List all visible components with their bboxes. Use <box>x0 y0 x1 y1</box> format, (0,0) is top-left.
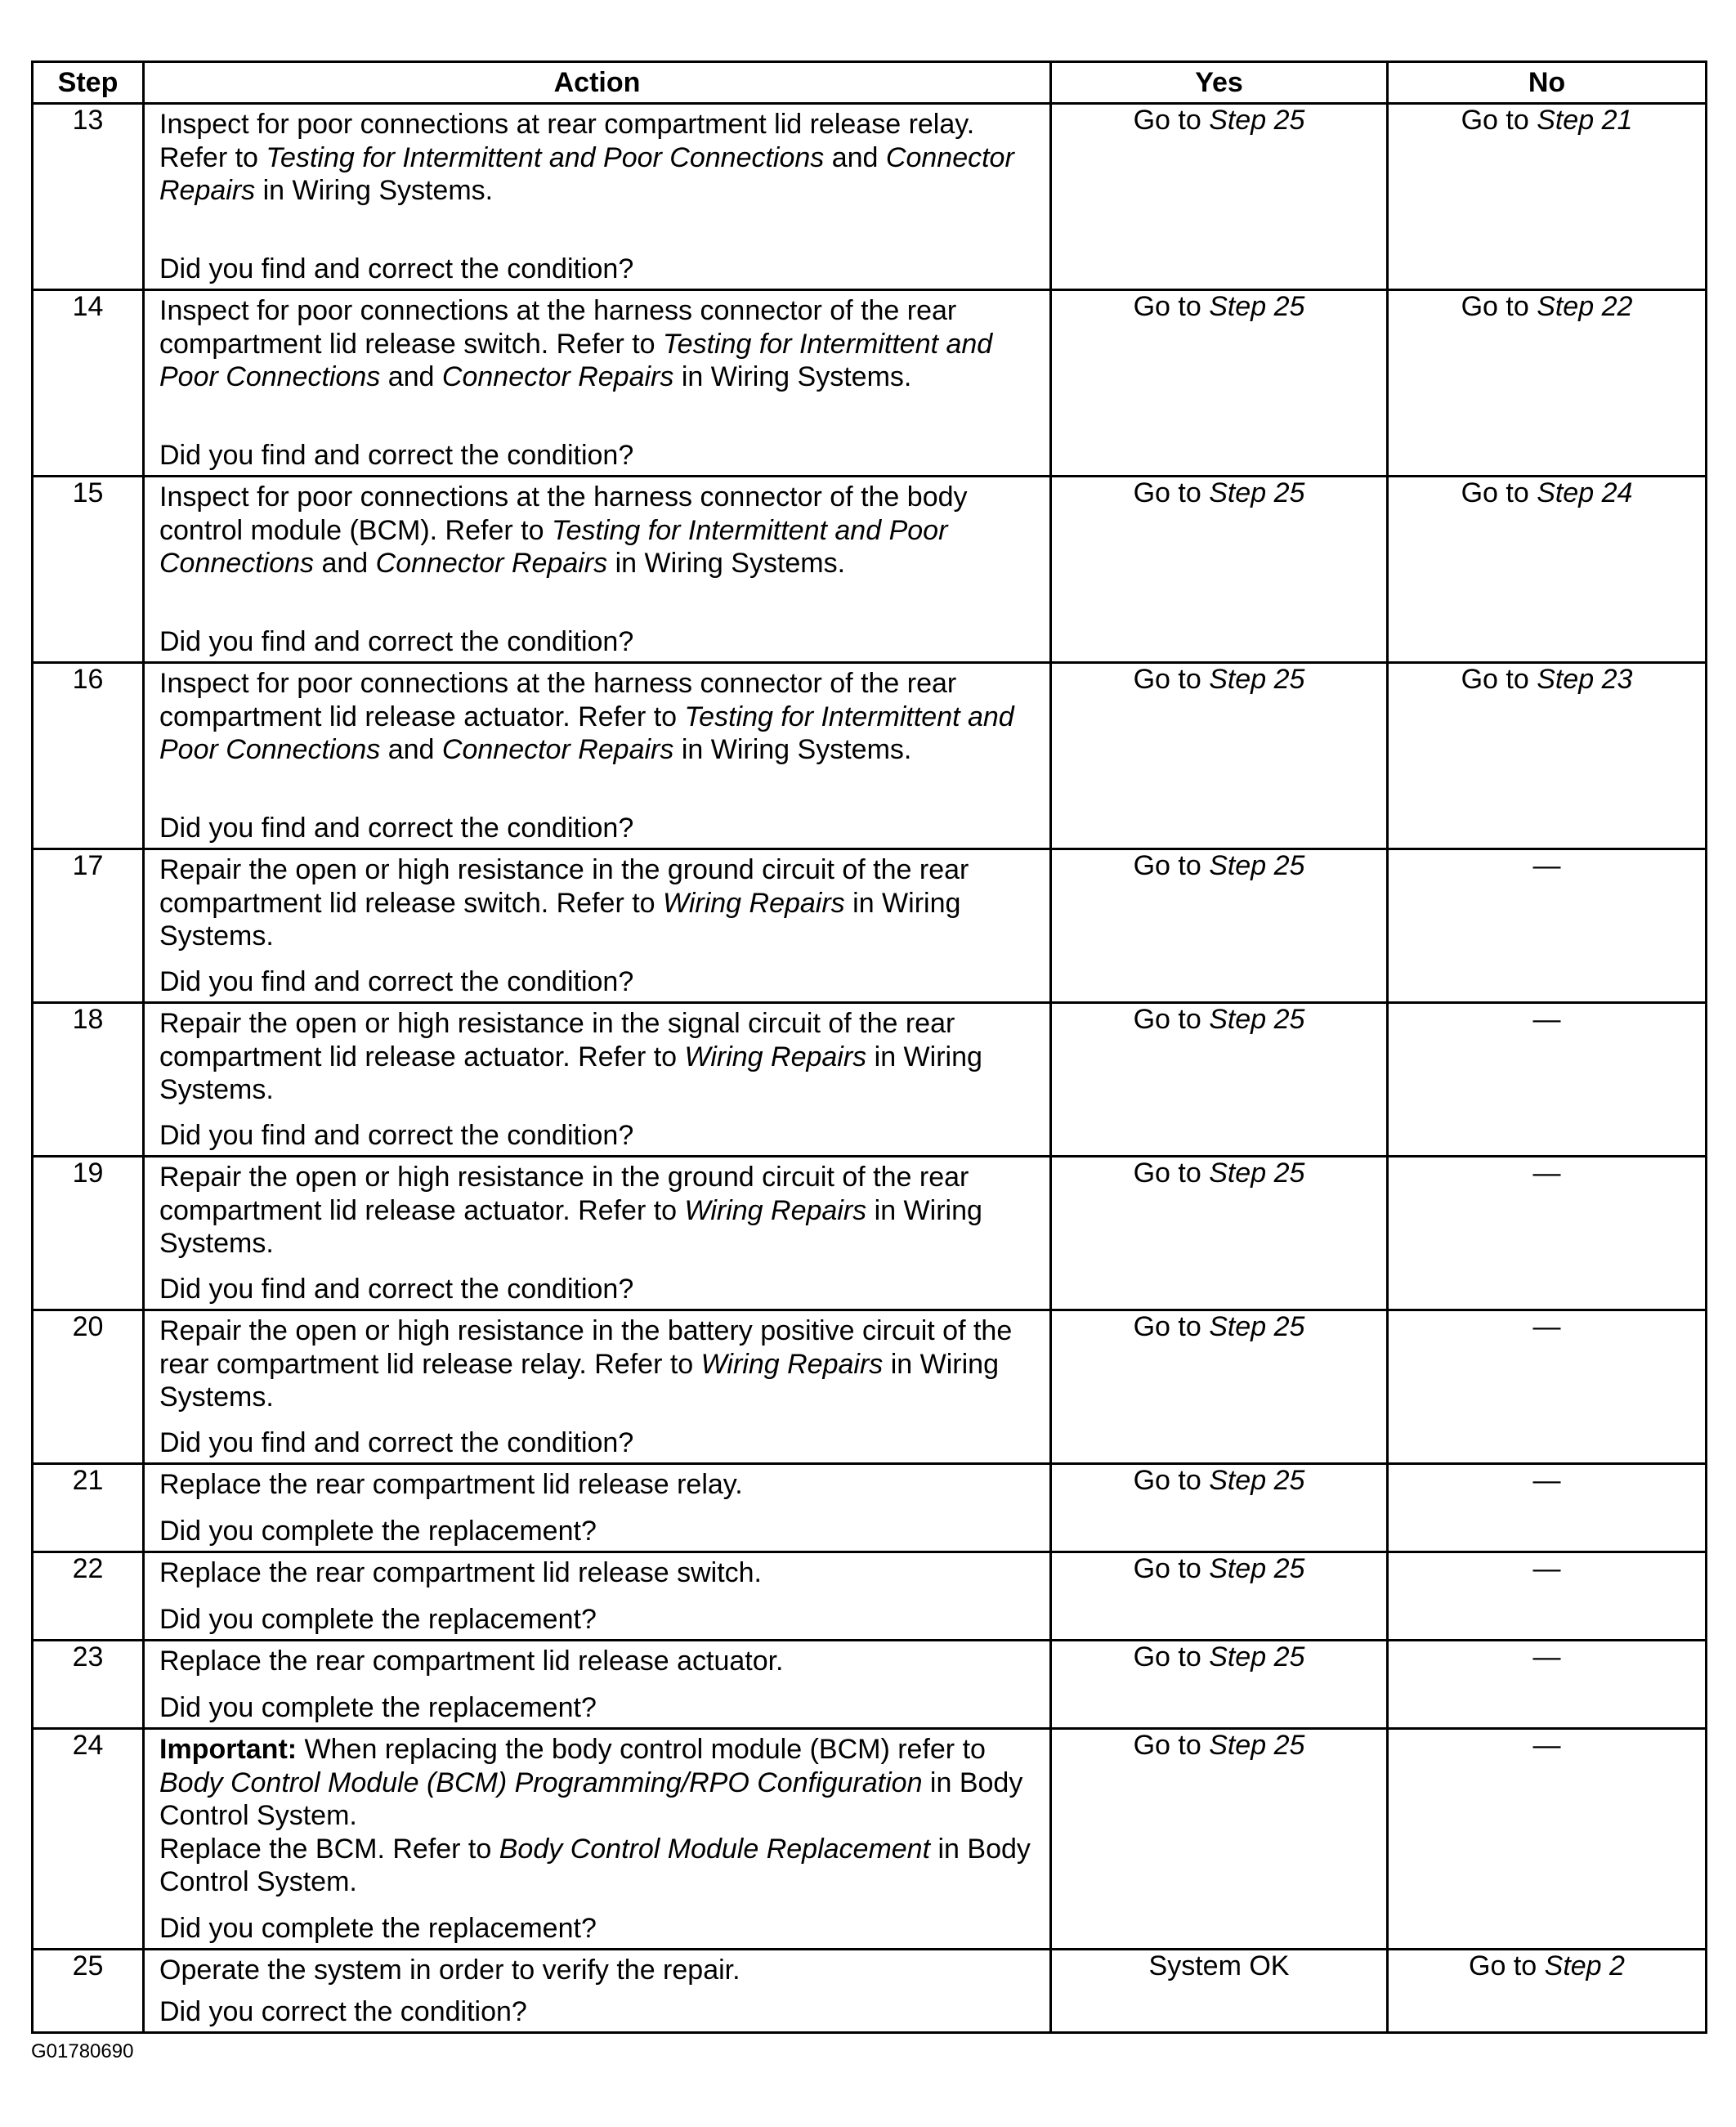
action-cell <box>144 1310 1051 1464</box>
action-text: Important: When replacing the body control module (BCM) refer to Body Control Module (BCM) Programming/RPO Configuration in Body Control System. <box>159 1734 1023 1831</box>
action-text: Repair the open or high resistance in the ground circuit of the rear compartment lid release switch. Refer to Wiring Repairs in Wiring Systems. <box>159 854 969 952</box>
diagnostic-table <box>31 60 1707 2034</box>
no-result: Go to Step 2 <box>1388 1950 1707 2033</box>
action-text: Inspect for poor connections at the harness connector of the rear compartment lid release actuator. Refer to Testing for Intermittent and Poor Connections and Connector Repairs in Wiring Systems. <box>159 668 1014 765</box>
step-number: 23 <box>33 1641 144 1729</box>
header-yes: Yes <box>1051 62 1388 104</box>
step-number: 25 <box>33 1950 144 2033</box>
yes-result: Go to Step 25 <box>1051 290 1388 477</box>
step-number: 24 <box>33 1729 144 1950</box>
action-text: Replace the rear compartment lid release actuator. <box>159 1646 784 1677</box>
no-result-dash: — <box>1388 1464 1707 1552</box>
action-question: Did you correct the condition? <box>159 1995 527 2027</box>
no-result-dash: — <box>1388 1641 1707 1729</box>
no-result-dash: — <box>1388 1003 1707 1157</box>
action-cell <box>144 1950 1051 2033</box>
yes-result: Go to Step 25 <box>1051 663 1388 849</box>
action-cell <box>144 104 1051 290</box>
step-number: 18 <box>33 1003 144 1157</box>
step-number: 22 <box>33 1552 144 1641</box>
yes-result: Go to Step 25 <box>1051 1003 1388 1157</box>
action-question: Did you complete the replacement? <box>159 1912 597 1944</box>
action-question: Did you find and correct the condition? <box>159 439 634 471</box>
action-question: Did you find and correct the condition? <box>159 1119 634 1151</box>
action-cell <box>144 849 1051 1003</box>
table-row <box>33 849 1707 1003</box>
step-number: 14 <box>33 290 144 477</box>
header-step: Step <box>33 62 144 104</box>
yes-result: Go to Step 25 <box>1051 477 1388 663</box>
yes-result: Go to Step 25 <box>1051 1157 1388 1310</box>
yes-result: Go to Step 25 <box>1051 1310 1388 1464</box>
action-question: Did you find and correct the condition? <box>159 253 634 284</box>
action-cell <box>144 1003 1051 1157</box>
step-number: 19 <box>33 1157 144 1310</box>
yes-result: Go to Step 25 <box>1051 1729 1388 1950</box>
action-question: Did you find and correct the condition? <box>159 1273 634 1305</box>
yes-result: Go to Step 25 <box>1051 104 1388 290</box>
table-row <box>33 1310 1707 1464</box>
step-number: 21 <box>33 1464 144 1552</box>
action-text: Operate the system in order to verify the repair. <box>159 1955 740 1986</box>
action-question: Did you complete the replacement? <box>159 1691 597 1723</box>
action-cell <box>144 1641 1051 1729</box>
action-question: Did you find and correct the condition? <box>159 812 634 844</box>
action-text: Inspect for poor connections at the harness connector of the body control module (BCM). Refer to Testing for Intermittent and Poor Connections and Connector Repairs in Wiring Systems. <box>159 481 968 579</box>
no-result-dash: — <box>1388 1729 1707 1950</box>
action-cell <box>144 1157 1051 1310</box>
no-result: Go to Step 23 <box>1388 663 1707 849</box>
table-row <box>33 1003 1707 1157</box>
no-result-dash: — <box>1388 1310 1707 1464</box>
table-body <box>33 104 1707 2033</box>
action-text: Inspect for poor connections at rear compartment lid release relay. Refer to Testing for Intermittent and Poor Connections and Connector Repairs in Wiring Systems. <box>159 109 1014 206</box>
action-text: Inspect for poor connections at the harness connector of the rear compartment lid release switch. Refer to Testing for Intermittent and Poor Connections and Connector Repairs in Wiring Systems. <box>159 295 993 392</box>
table-row <box>33 1729 1707 1950</box>
action-cell <box>144 290 1051 477</box>
table-row <box>33 290 1707 477</box>
action-cell <box>144 1464 1051 1552</box>
header-no: No <box>1388 62 1707 104</box>
step-number: 20 <box>33 1310 144 1464</box>
step-number: 16 <box>33 663 144 849</box>
action-text: Repair the open or high resistance in the battery positive circuit of the rear compartment lid release relay. Refer to Wiring Repairs in Wiring Systems. <box>159 1315 1013 1413</box>
table-row <box>33 104 1707 290</box>
action-cell <box>144 477 1051 663</box>
action-question: Did you complete the replacement? <box>159 1603 597 1635</box>
action-cell <box>144 1729 1051 1950</box>
action-cell <box>144 1552 1051 1641</box>
table-row <box>33 477 1707 663</box>
table-row <box>33 1641 1707 1729</box>
action-text: Repair the open or high resistance in the signal circuit of the rear compartment lid release actuator. Refer to Wiring Repairs in Wiring Systems. <box>159 1008 982 1105</box>
header-action: Action <box>144 62 1051 104</box>
yes-result: Go to Step 25 <box>1051 1552 1388 1641</box>
no-result-dash: — <box>1388 849 1707 1003</box>
step-number: 17 <box>33 849 144 1003</box>
action-question: Did you find and correct the condition? <box>159 1426 634 1458</box>
yes-result: Go to Step 25 <box>1051 849 1388 1003</box>
table-row <box>33 1552 1707 1641</box>
action-text: Repair the open or high resistance in the ground circuit of the rear compartment lid release actuator. Refer to Wiring Repairs in Wiring Systems. <box>159 1162 982 1259</box>
action-question: Did you complete the replacement? <box>159 1515 597 1547</box>
yes-result: Go to Step 25 <box>1051 1464 1388 1552</box>
no-result-dash: — <box>1388 1157 1707 1310</box>
table-row <box>33 1950 1707 2033</box>
table-row <box>33 663 1707 849</box>
action-text: Replace the rear compartment lid release switch. <box>159 1557 762 1588</box>
yes-result: System OK <box>1051 1950 1388 2033</box>
no-result: Go to Step 24 <box>1388 477 1707 663</box>
table-row <box>33 1157 1707 1310</box>
action-question: Did you find and correct the condition? <box>159 965 634 997</box>
no-result: Go to Step 21 <box>1388 104 1707 290</box>
table-row <box>33 1464 1707 1552</box>
action-question: Did you find and correct the condition? <box>159 625 634 657</box>
no-result-dash: — <box>1388 1552 1707 1641</box>
step-number: 13 <box>33 104 144 290</box>
header-row <box>33 62 1707 104</box>
action-text: Replace the rear compartment lid release relay. <box>159 1469 743 1500</box>
figure-code: G01780690 <box>31 2040 134 2062</box>
no-result: Go to Step 22 <box>1388 290 1707 477</box>
action-text: Replace the BCM. Refer to Body Control Module Replacement in Body Control System. <box>159 1833 1031 1897</box>
action-cell <box>144 663 1051 849</box>
step-number: 15 <box>33 477 144 663</box>
yes-result: Go to Step 25 <box>1051 1641 1388 1729</box>
